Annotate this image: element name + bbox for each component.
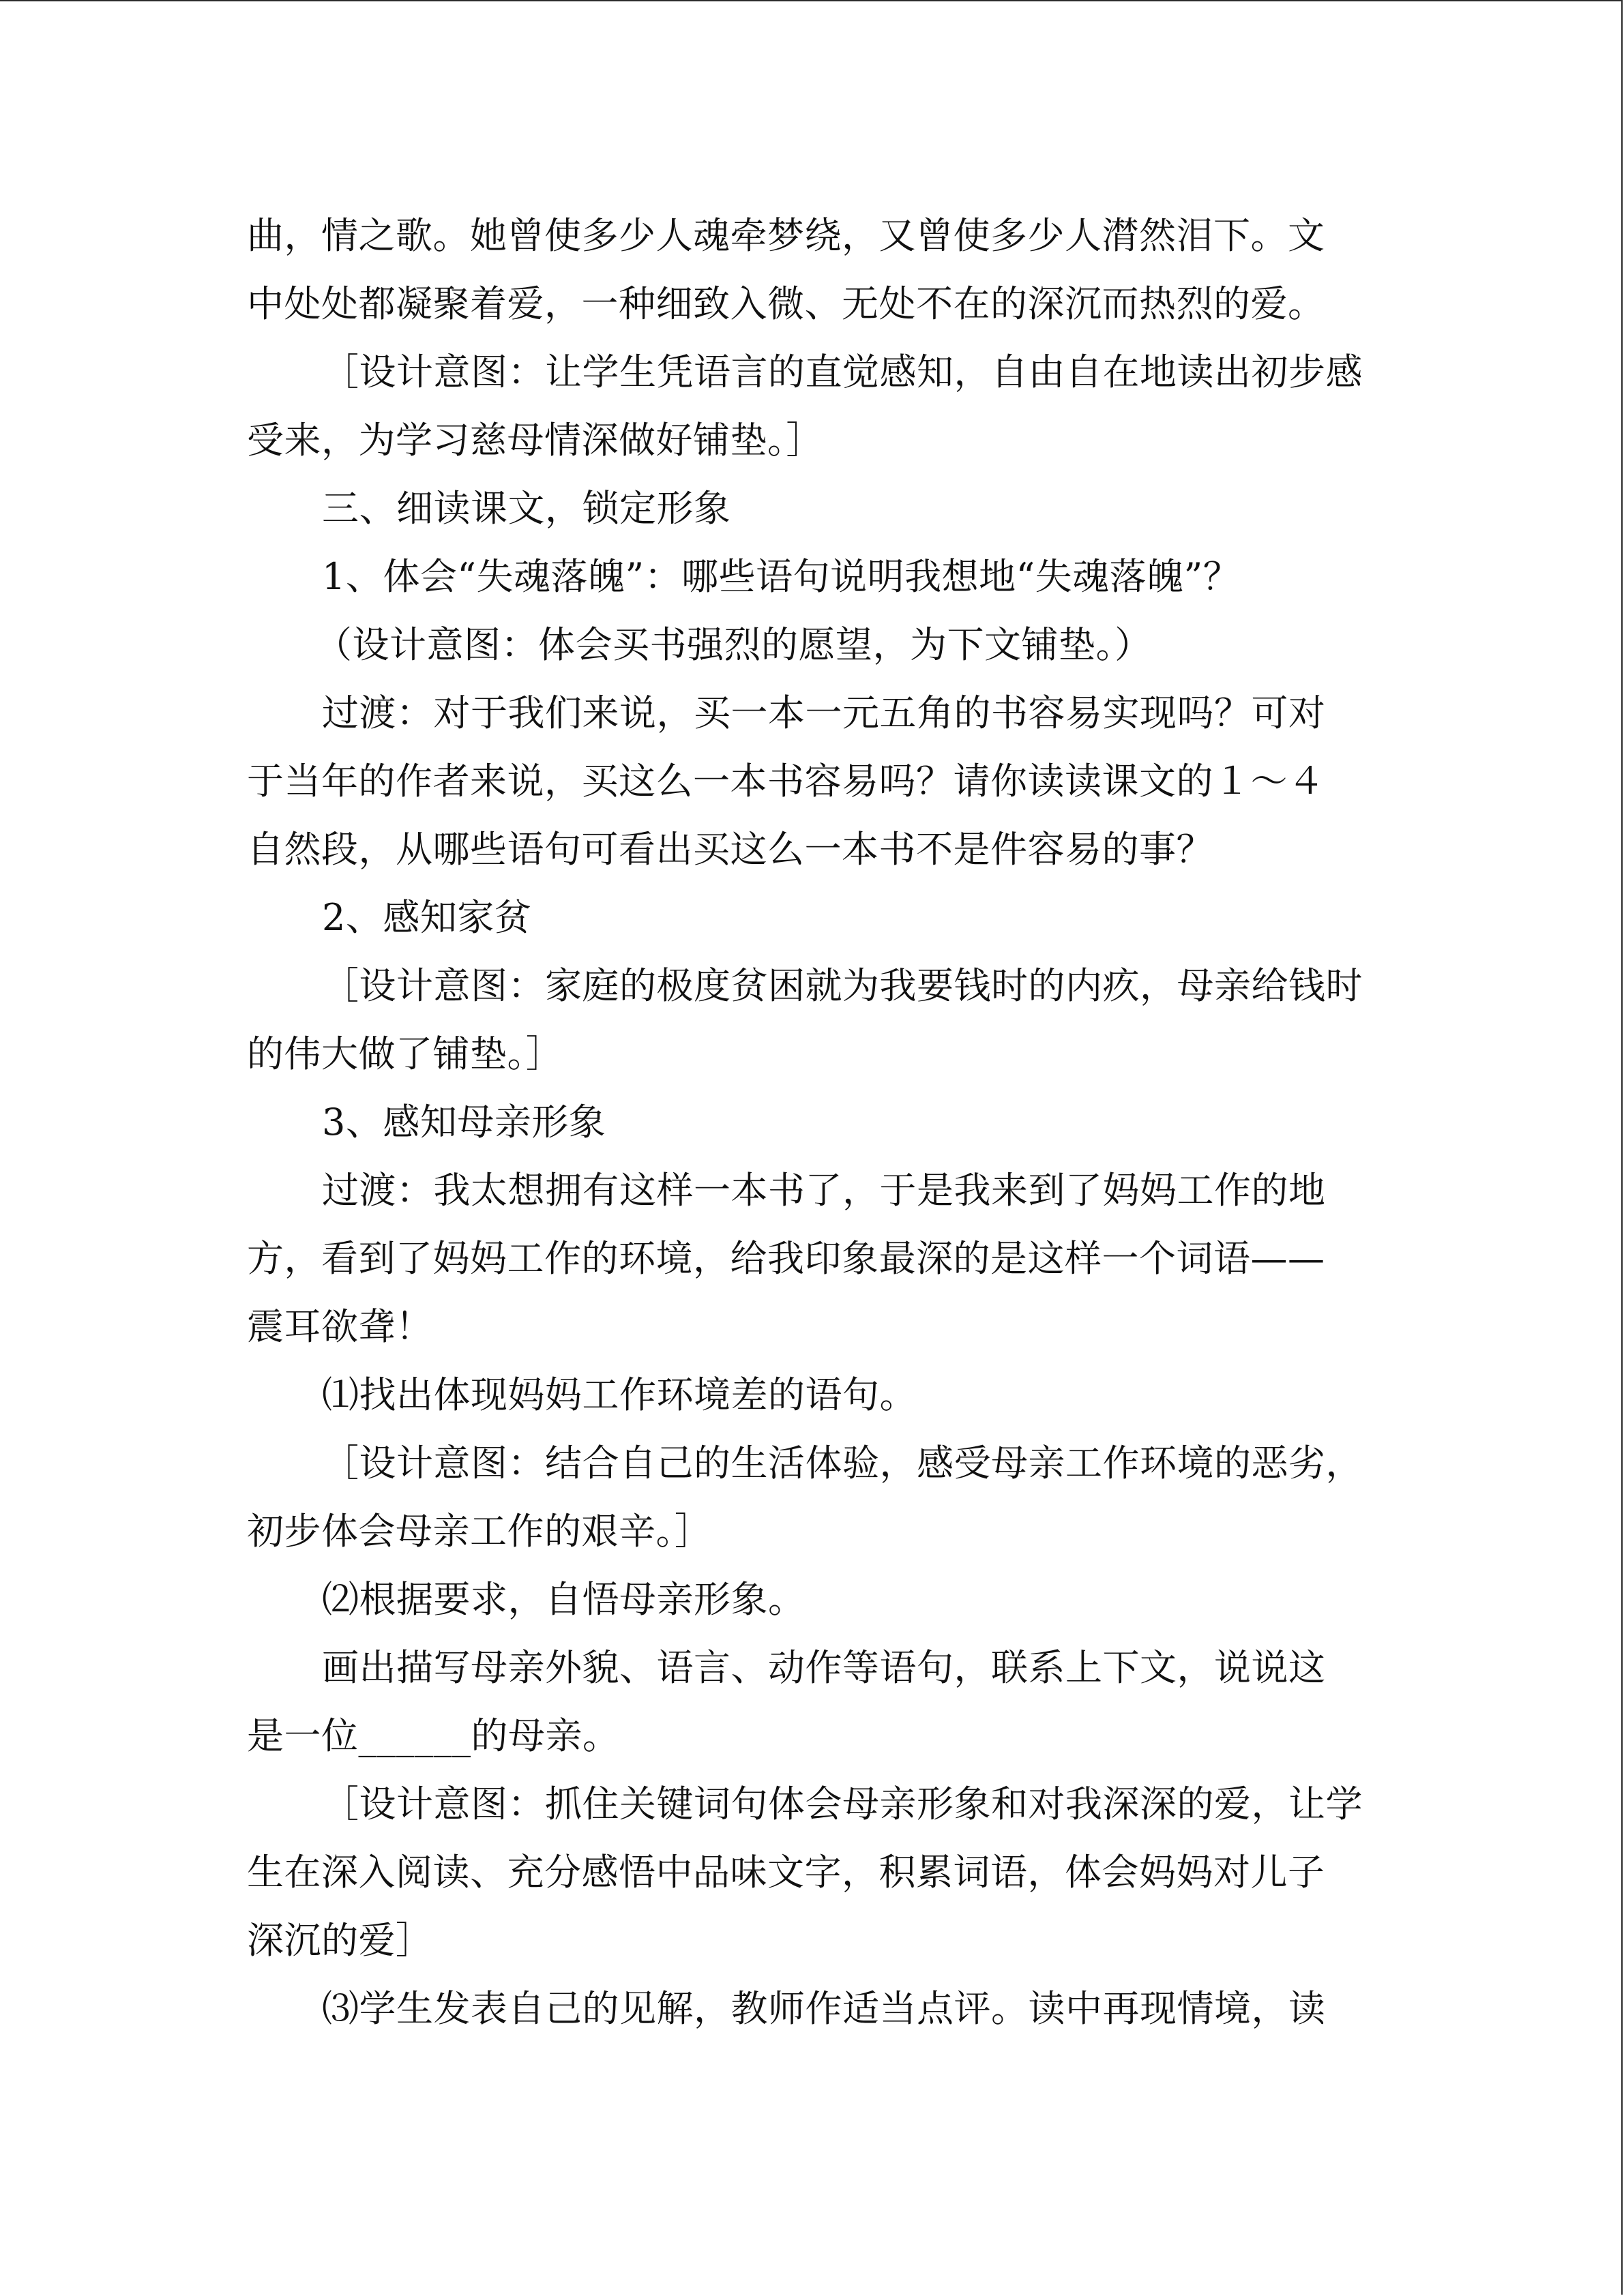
text-line: 于当年的作者来说，买这么一本书容易吗？请你读读课文的１～４ <box>247 760 1325 803</box>
text-line: ［设计意图：抓住关键词句体会母亲形象和对我深深的爱，让学 <box>322 1783 1363 1825</box>
text-line: ［设计意图：家庭的极度贫困就为我要钱时的内疚，母亲给钱时 <box>322 964 1363 1007</box>
text-line: 的伟大做了铺垫。］ <box>247 1032 563 1075</box>
text-line: 曲，情之歌。她曾使多少人魂牵梦绕，又曾使多少人潸然泪下。文 <box>247 214 1325 257</box>
text-line: 过渡：我太想拥有这样一本书了，于是我来到了妈妈工作的地 <box>322 1169 1326 1212</box>
text-line: 过渡：对于我们来说，买一本一元五角的书容易实现吗？可对 <box>322 691 1326 734</box>
text-line: 生在深入阅读、充分感悟中品味文字，积累词语，体会妈妈对儿子 <box>247 1851 1325 1894</box>
section-heading: 三、细读课文，锁定形象 <box>322 487 731 530</box>
text-line: 受来，为学习慈母情深做好铺垫。］ <box>247 419 823 462</box>
text-line: ⑶学生发表自己的见解，教师作适当点评。读中再现情境，读 <box>322 1987 1326 2030</box>
text-line: 是一位______的母亲。 <box>247 1714 620 1757</box>
text-line: 深沉的爱］ <box>247 1919 433 1962</box>
text-line: 1、体会“失魂落魄”：哪些语句说明我想地“失魂落魄”？ <box>322 555 1241 598</box>
text-line: 画出描写母亲外貌、语言、动作等语句，联系上下文，说说这 <box>322 1646 1326 1689</box>
text-line: ［设计意图：让学生凭语言的直觉感知，自由自在地读出初步感 <box>322 351 1363 393</box>
text-line: （设计意图：体会买书强烈的愿望，为下文铺垫。） <box>315 623 1152 666</box>
text-line: ⑵根据要求，自悟母亲形象。 <box>322 1578 806 1621</box>
text-line: ⑴找出体现妈妈工作环境差的语句。 <box>322 1373 917 1416</box>
text-line: 震耳欲聋！ <box>247 1305 433 1348</box>
text-line: 自然段，从哪些语句可看出买这么一本书不是件容易的事？ <box>247 828 1213 871</box>
subheading: 3、感知母亲形象 <box>322 1101 606 1144</box>
subheading: 2、感知家贫 <box>322 896 532 939</box>
text-line: 初步体会母亲工作的艰辛。］ <box>247 1510 712 1553</box>
text-line: 方，看到了妈妈工作的环境，给我印象最深的是这样一个词语—— <box>247 1237 1325 1280</box>
text-line: 中处处都凝聚着爱，一种细致入微、无处不在的深沉而热烈的爱。 <box>247 282 1325 325</box>
text-line: ［设计意图：结合自己的生活体验，感受母亲工作环境的恶劣， <box>322 1442 1363 1485</box>
